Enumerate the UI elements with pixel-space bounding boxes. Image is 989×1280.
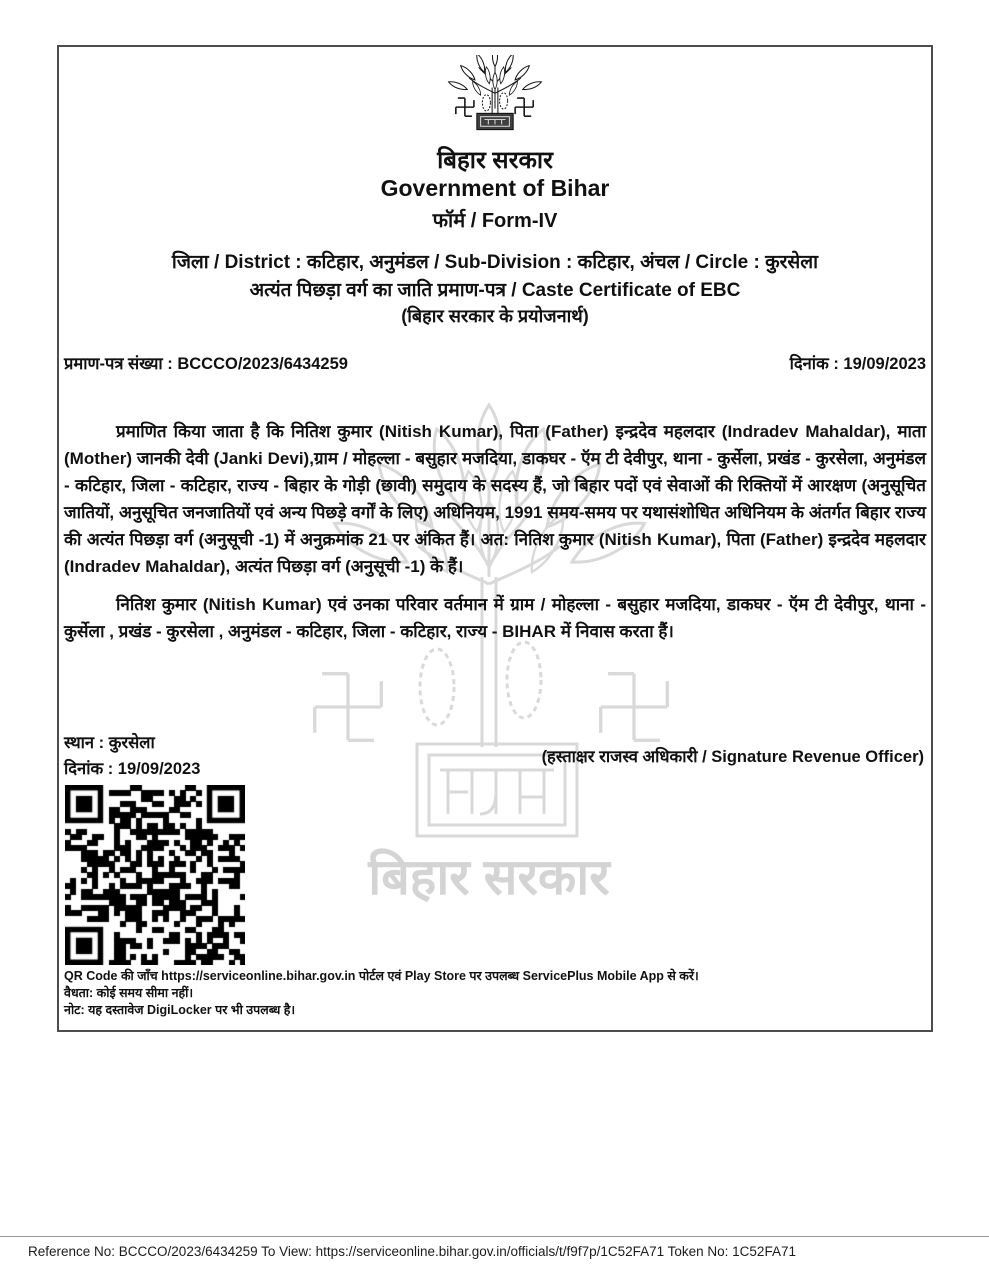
residence-paragraph: नितिश कुमार (Nitish Kumar) एवं उनका परिवार वर्तमान में ग्राम / मोहल्ला - बसुहार मजदिया, डाकघर - ऍम टी देवीपुर, थाना - कुर्सेला , प्रखंड - कुरसेला , अनुमंडल - कटिहार, जिला - कटिहार, राज्य - BIHAR में निवास करता हैं। <box>64 595 926 641</box>
emblem-wrap <box>59 55 931 148</box>
place-line: स्थान : कुरसेला <box>64 734 155 752</box>
certification-paragraph: प्रमाणित किया जाता है कि नितिश कुमार (Nitish Kumar), पिता (Father) इन्द्रदेव महलदार (Indradev Mahaldar), माता (Mother) जानकी देवी (Janki Devi),ग्राम / मोहल्ला - बसुहार मजदिया, डाकघर - ऍम टी देवीपुर, थाना - कुर्सेला, प्रखंड - कुरसेला, अनुमंडल - कटिहार, जिला - कटिहार, राज्य - बिहार के गोड़ी (छावी) समुदाय के सदस्य हैं, जो बिहार पदों एवं सेवाओं की रिक्तियों में आरक्षण (अनुसूचित जातियों, अनुसूचित जनजातियों एवं अन्य पिछड़े वर्गों के लिए) अधिनियम, 1991 समय-समय पर यथासंशोधित अधिनियम के अंतर्गत बिहार राज्य की अत्यंत पिछड़ा वर्ग (अनुसूची -1) में अनुक्रमांक 21 पर अंकित हैं। अत: नितिश कुमार (Nitish Kumar), पिता (Father) इन्द्रदेव महलदार (Indradev Mahaldar), अत्यंत पिछड़ा वर्ग (अनुसूची -1) के हैं। <box>64 422 926 576</box>
certificate-content <box>59 47 931 1030</box>
government-name-hindi: बिहार सरकार <box>437 147 553 174</box>
watermark-text: बिहार सरकार <box>368 849 610 905</box>
government-name-english: Government of Bihar <box>380 175 610 201</box>
reference-line: Reference No: BCCCO/2023/6434259 To View: https://serviceonline.bihar.gov.in/officials/t/f9f7p/1C52FA71 Token No: 1C52FA71 <box>28 1244 796 1259</box>
purpose-line: (बिहार सरकार के प्रयोजनार्थ) <box>401 306 589 326</box>
certificate-title: अत्यंत पिछड़ा वर्ग का जाति प्रमाण-पत्र / Caste Certificate of EBC <box>249 280 741 301</box>
certificate-number: प्रमाण-पत्र संख्या : BCCCO/2023/6434259 <box>64 355 348 373</box>
certificate-meta-row <box>64 351 926 374</box>
note-validity: वैधता: कोई समय सीमा नहीं। <box>64 986 194 1000</box>
note-digilocker: नोट: यह दस्तावेज DigiLocker पर भी उपलब्ध है। <box>64 1003 296 1017</box>
notes-block <box>64 968 926 1019</box>
note-qr-verification: QR Code की जाँच https://serviceonline.bihar.gov.in पोर्टल एवं Play Store पर उपलब्ध ServicePlus Mobile App से करें। <box>64 969 699 983</box>
qr-code-icon <box>65 785 245 965</box>
district-subdivision-circle-line: जिला / District : कटिहार, अनुमंडल / Sub-Division : कटिहार, अंचल / Circle : कुरसेला <box>171 252 819 273</box>
certificate-document <box>57 45 933 1032</box>
place-date-block <box>64 730 200 782</box>
date-line: दिनांक : 19/09/2023 <box>64 760 201 778</box>
bihar-government-emblem-icon <box>442 55 548 143</box>
footer-divider <box>0 1236 989 1237</box>
form-number: फॉर्म / Form-IV <box>432 210 558 232</box>
certificate-date: दिनांक : 19/09/2023 <box>789 355 926 373</box>
signature-officer-line: (हस्ताक्षर राजस्व अधिकारी / Signature Revenue Officer) <box>541 748 924 766</box>
